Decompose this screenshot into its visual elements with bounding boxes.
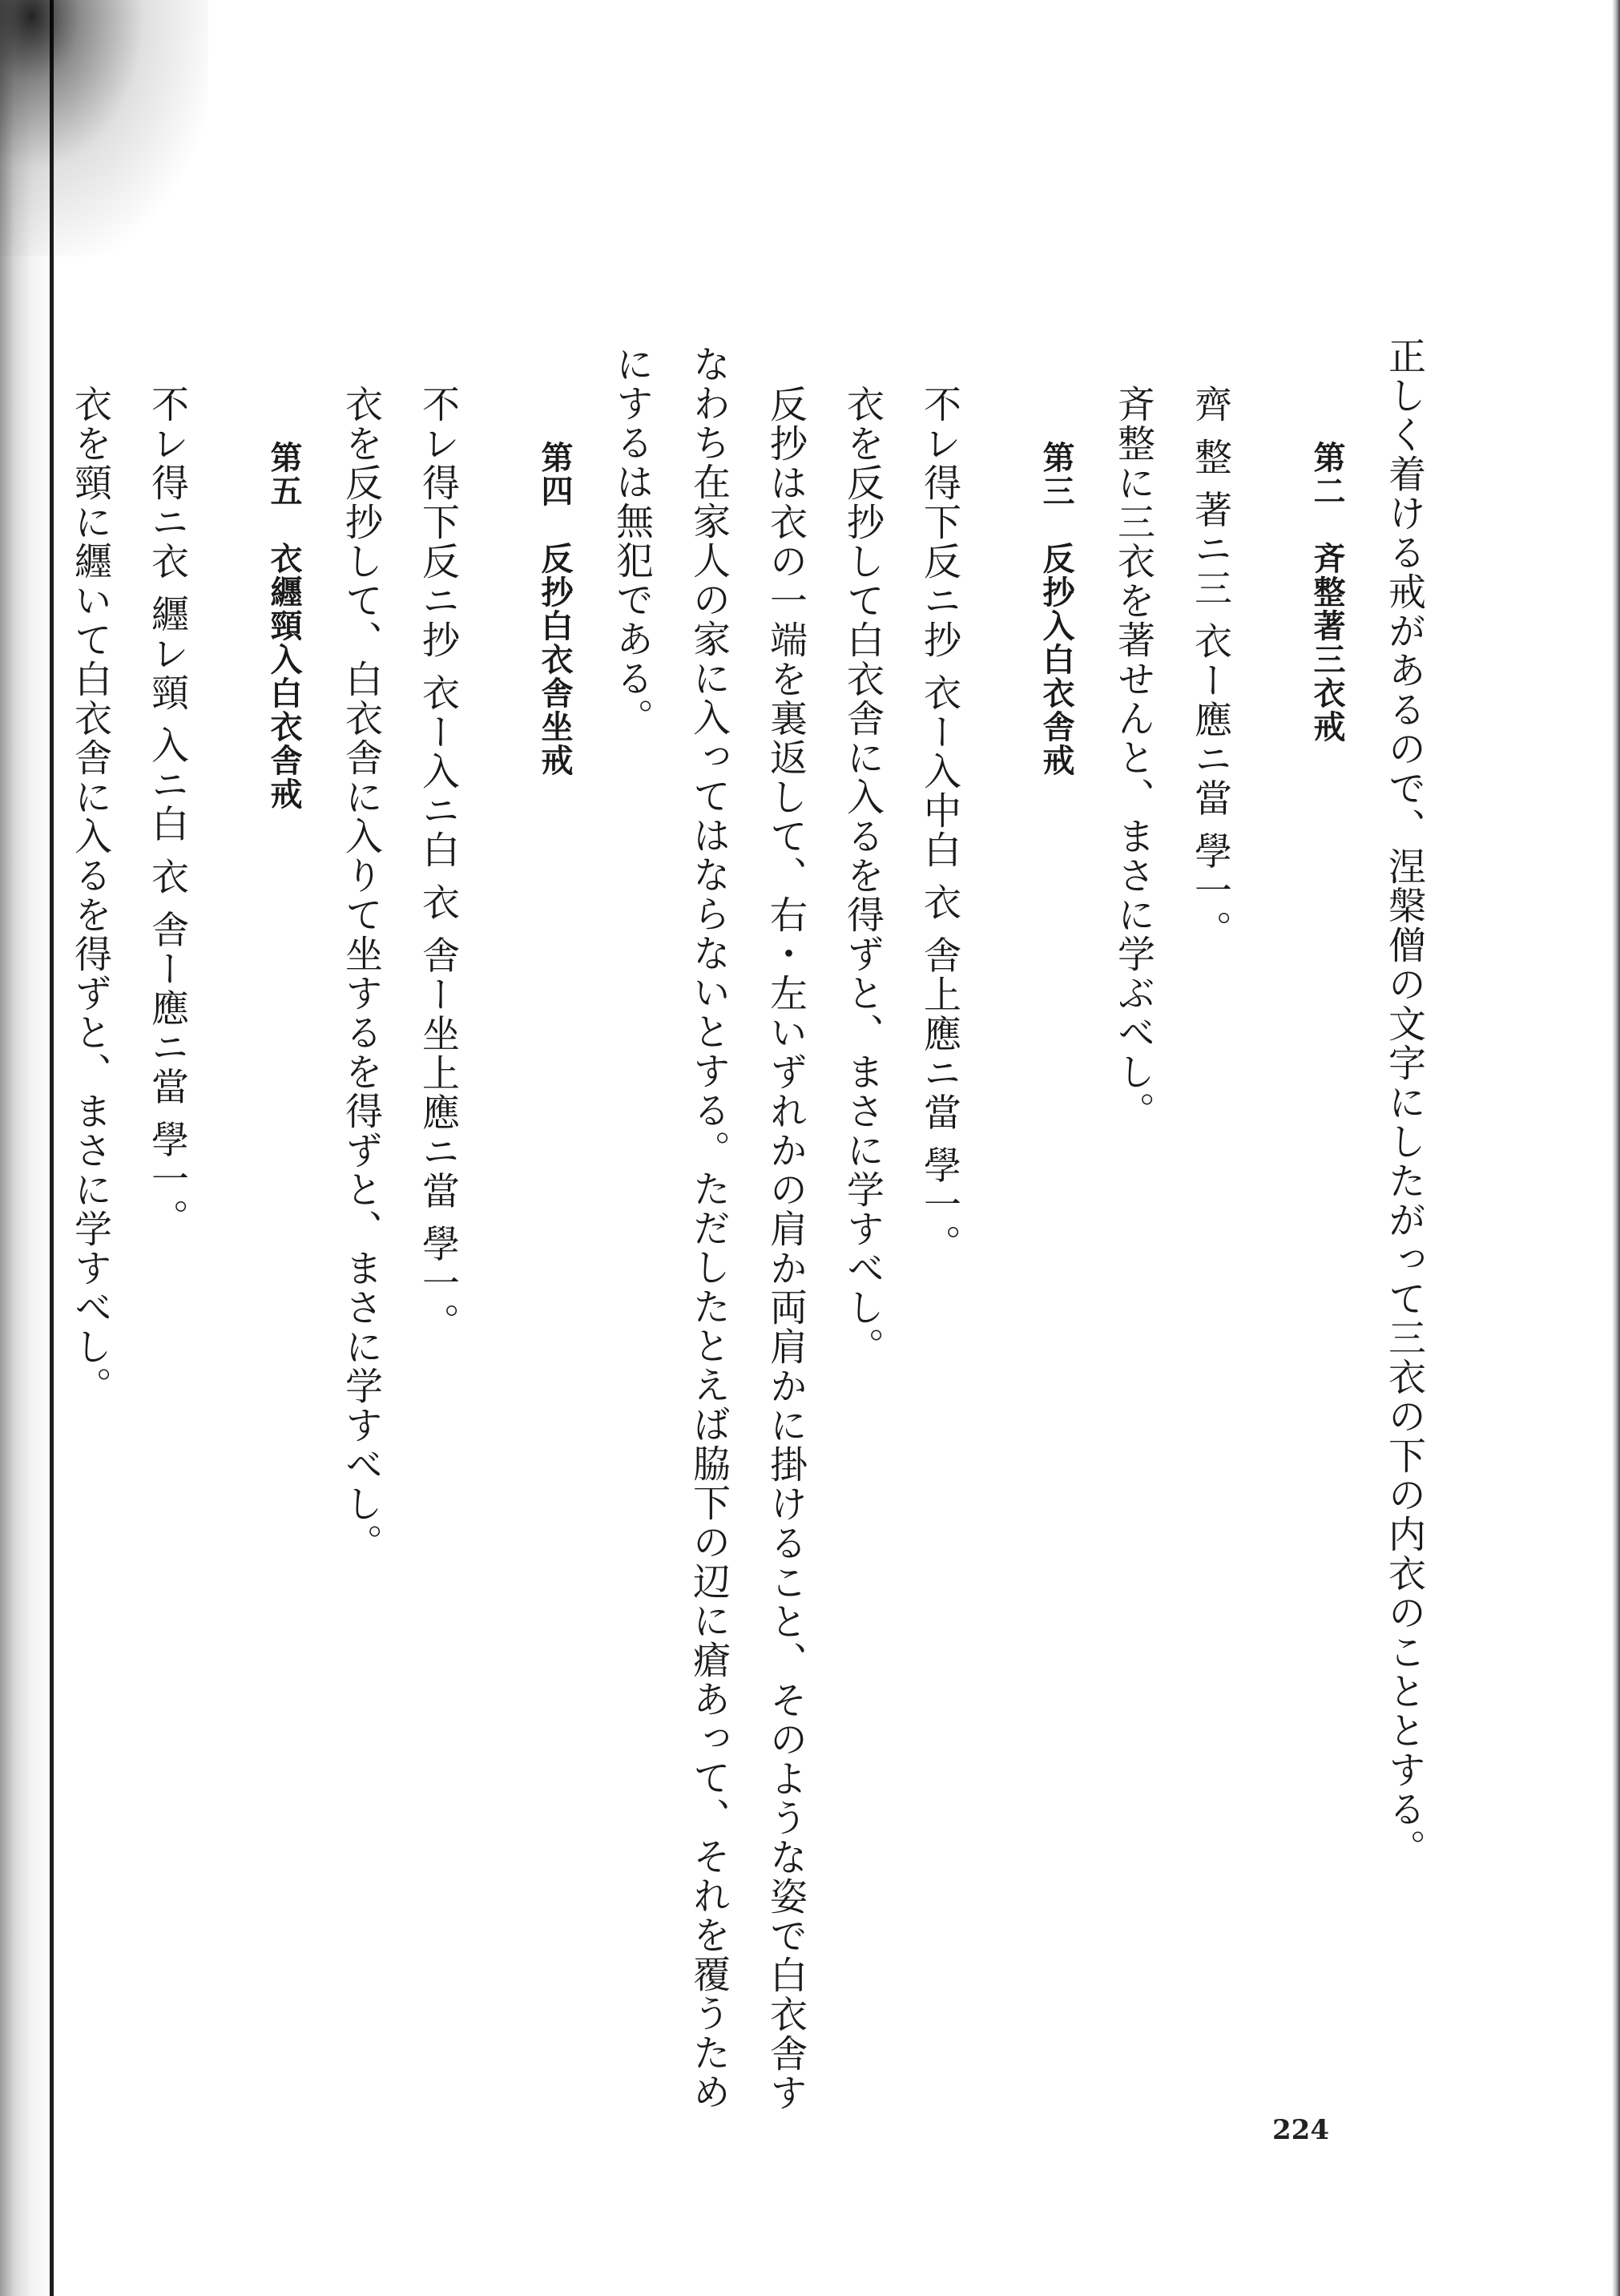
section-heading-5: 第五 衣纒頸入白衣舎戒 — [265, 441, 302, 811]
text-line: なわち在家人の家に入ってはならないとする。ただしたとえば脇下の辺に瘡あって、それを覆うため — [687, 345, 731, 2112]
kanbun-line: 不レ得ニ衣 纒レ頸 入ニ白 衣 舎ー應ニ當 學一。 — [145, 385, 189, 1238]
text-line: 反抄は衣の一端を裏返して、右・左いずれかの肩か両肩かに掛けること、そのような姿で白衣舎す — [764, 385, 808, 2112]
kanbun-line: 不レ得下反ニ抄 衣ー入ニ白 衣 舎ー坐上應ニ當 學一。 — [416, 385, 460, 1342]
text-line: 正しく着ける戒があるので、涅槃僧の文字にしたがって三衣の下の内衣のこととする。 — [1382, 337, 1426, 1868]
section-heading-2: 第二 斉整著三衣戒 — [1308, 441, 1345, 744]
kanbun-line: 齊 整 著ニ三 衣ー應ニ當 學一。 — [1188, 385, 1232, 950]
section-heading-4: 第四 反抄白衣舎坐戒 — [536, 441, 573, 777]
vertical-text-body — [68, 337, 1442, 2112]
book-spine-shadow — [0, 0, 56, 2296]
text-line: にするは無犯である。 — [610, 345, 654, 737]
kanbun-line: 不レ得下反ニ抄 衣ー入中白 衣 舎上應ニ當 學一。 — [917, 385, 961, 1264]
page-edge — [1612, 0, 1620, 2296]
text-line: 衣を反抄して、白衣舎に入りて坐するを得ずと、まさに学すべし。 — [339, 385, 383, 1563]
scan-smudge — [0, 0, 208, 256]
text-line: 衣を頸に纒いて白衣舎に入るを得ずと、まさに学すべし。 — [68, 385, 112, 1406]
text-line: 衣を反抄して白衣舎に入るを得ずと、まさに学すべし。 — [840, 385, 885, 1366]
section-heading-3: 第三 反抄入白衣舎戒 — [1038, 441, 1074, 777]
page-number: 224 — [1272, 2114, 1329, 2146]
text-line: 斉整に三衣を著せんと、まさに学ぶべし。 — [1111, 385, 1155, 1131]
